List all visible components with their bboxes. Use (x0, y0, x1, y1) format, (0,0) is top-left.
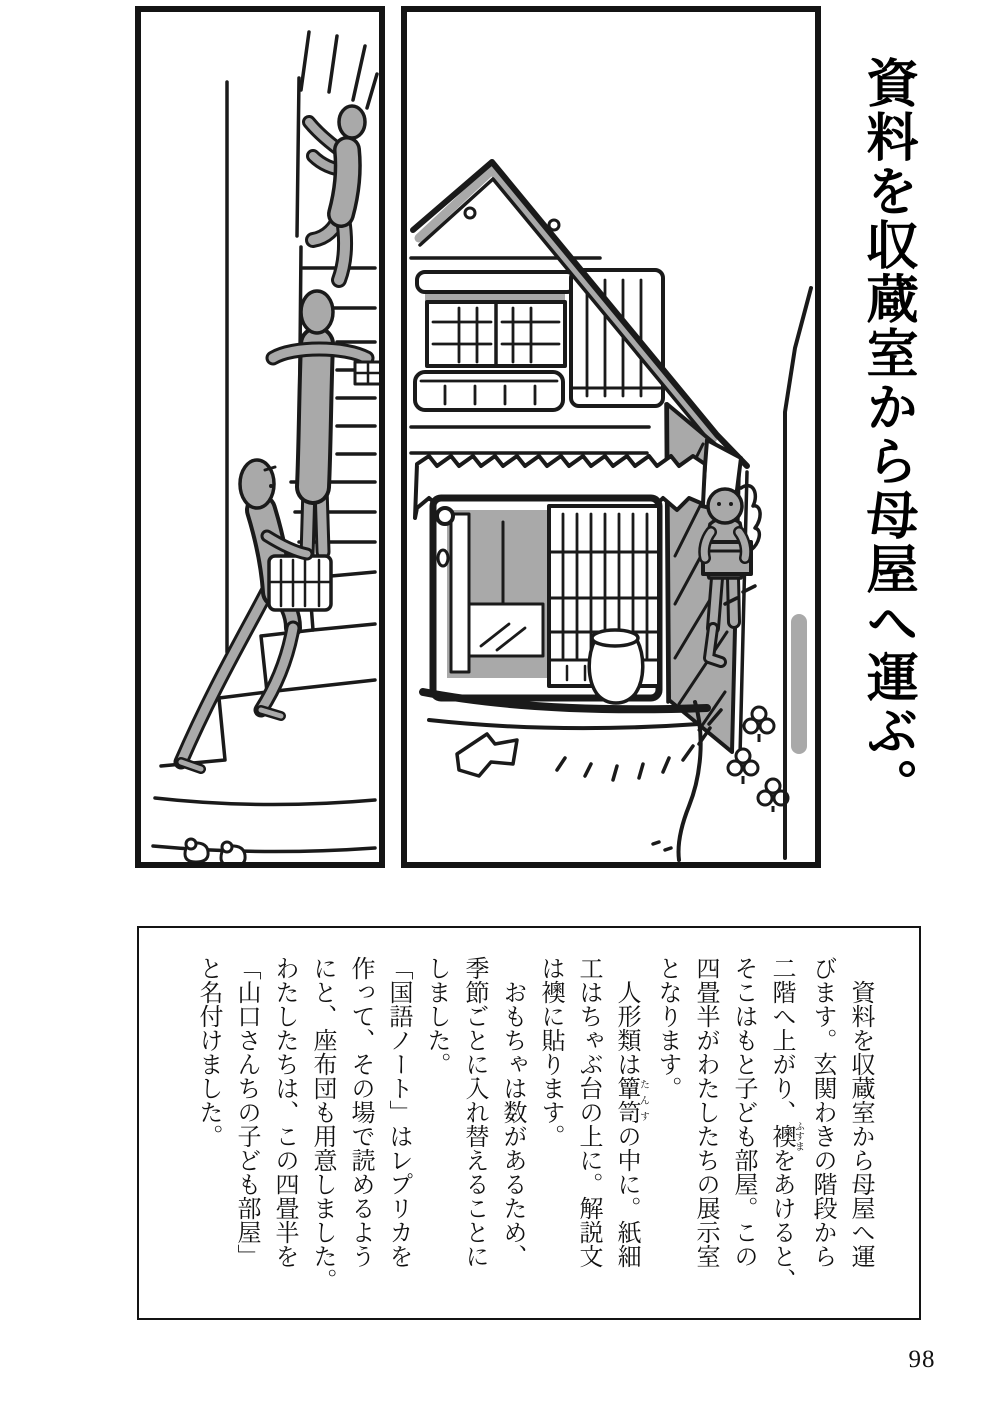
text-line: そこはもと子ども部屋。この (730, 956, 756, 1268)
text-line: びます。玄関わきの階段から (809, 956, 835, 1268)
upstairs-window (415, 272, 575, 410)
panel-staircase (135, 6, 385, 868)
text-line: おもちゃは数があるため、 (499, 980, 525, 1268)
staircase-illustration (141, 12, 379, 862)
figure-carrying-middle (273, 291, 379, 557)
doorway-jamb (297, 78, 299, 236)
text-line: 「国語ノート」はレプリカを (385, 956, 411, 1268)
clover-plants (728, 707, 788, 812)
text-line: は襖に貼ります。 (537, 956, 563, 1148)
panel-house (401, 6, 821, 868)
light-ray (329, 36, 337, 92)
text-line: わたしたちは、この四畳半を (271, 956, 297, 1268)
text-line: 工はちゃぶ台の上に。解説文 (575, 956, 601, 1268)
text-line: となります。 (654, 956, 680, 1100)
light-ray (353, 46, 365, 100)
jar (589, 630, 643, 703)
page-title: 資料を収蔵室から母屋へ運ぶ。 (858, 56, 916, 812)
balcony-rail (415, 372, 563, 410)
body-text-lines (139, 928, 919, 1318)
entrance (423, 498, 707, 728)
text-line: 資料を収蔵室から母屋へ運 (847, 980, 873, 1268)
page-number: 98 (908, 1346, 936, 1373)
text-line: 作って、その場で読めるよう (347, 956, 373, 1268)
stepping-stone (457, 734, 517, 776)
text-line: 四畳半がわたしたちの展示室 (692, 956, 718, 1268)
text-line: 季節ごとに入れ替えることに (461, 956, 487, 1268)
light-ray (301, 32, 309, 90)
text-line: と名付けました。 (195, 956, 221, 1148)
house-illustration (407, 12, 815, 862)
text-line: 二階へ上がり、襖ふすまをあけると、 (768, 956, 804, 1292)
step (469, 604, 543, 656)
light-ray (367, 74, 377, 108)
text-line: しました。 (423, 956, 449, 1076)
text-line: 人形類は簞笥たんすの中に。紙細 (613, 980, 649, 1268)
body-text-box (137, 926, 921, 1320)
alley-wall (785, 288, 811, 858)
figure-climbing-top (309, 106, 365, 280)
text-line: にと、座布団も用意しました。 (309, 956, 335, 1292)
door-pull (437, 508, 453, 524)
text-line: 「山口さんちの子ども部屋」 (233, 956, 259, 1268)
